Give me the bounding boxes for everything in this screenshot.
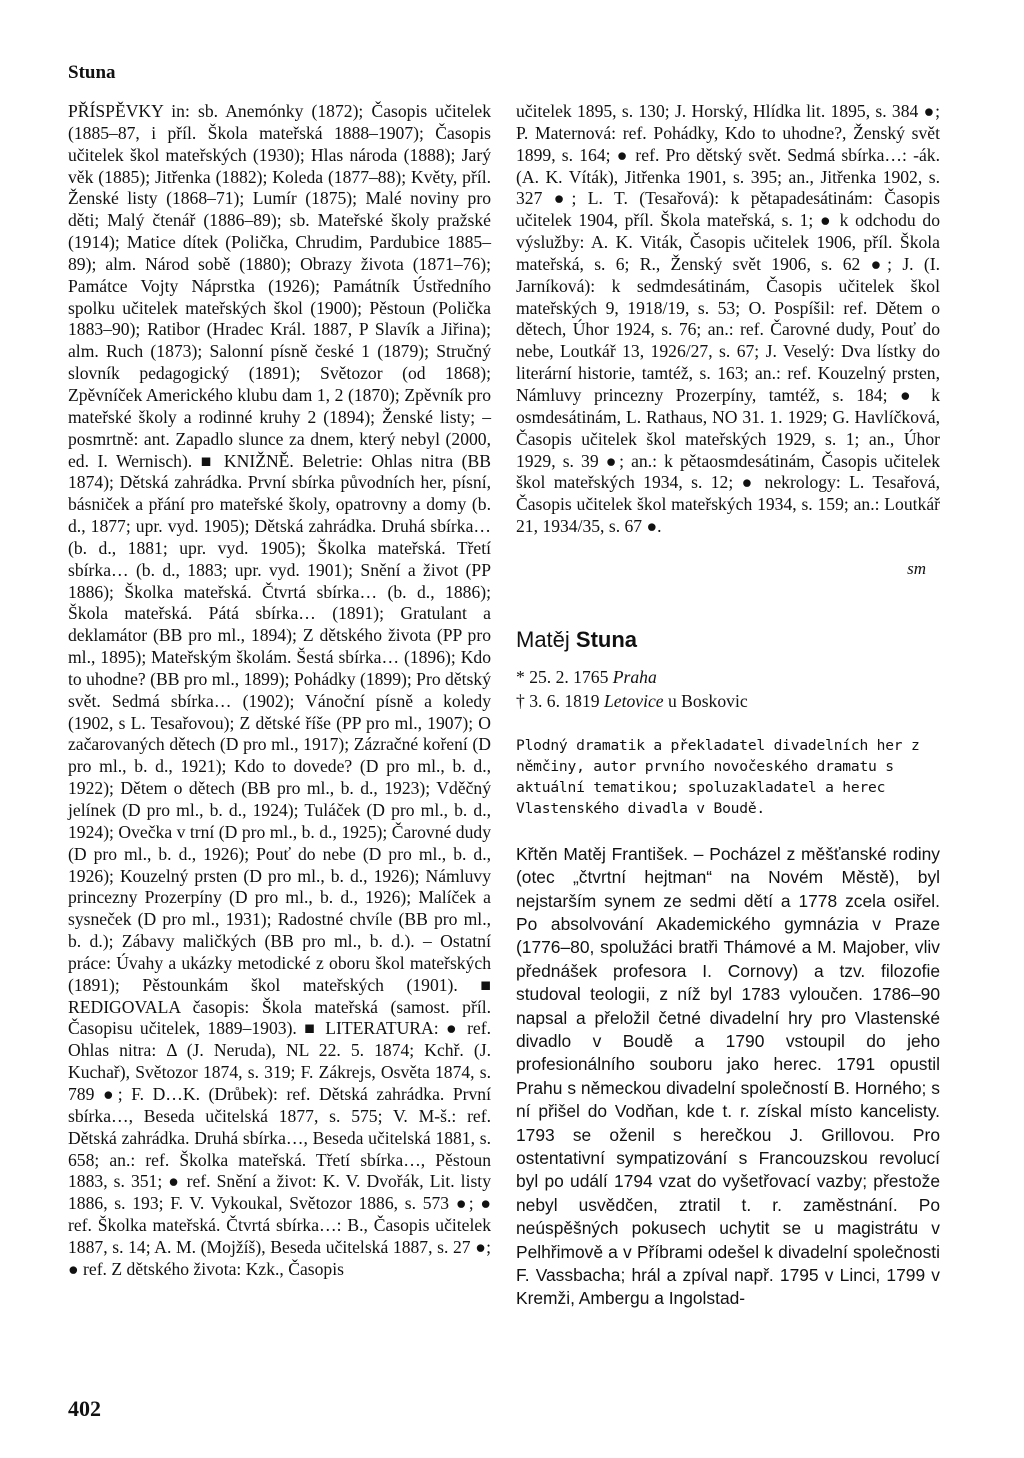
death-line [516,689,940,713]
birth-place: Praha [612,666,657,687]
entry-heading [516,625,940,655]
birth-line [516,665,940,689]
entry-first-name: Matěj [516,626,570,652]
running-head: Stuna [68,62,116,83]
left-column [68,101,491,1281]
bibliography-text: PŘÍSPĚVKY in: sb. Anemónky (1872); Časopis učitelek (1885–87, i příl. Škola mateřská 1888–1907); Časopis učitelek škol mateřských (1930); Hlas národa (1888); Jarý věk (1885); Jitřenka (1882); Koleda (1877–88); Květy, příl. Ženské listy (1868–71); Lumír (1875); Malé noviny pro děti; Malý čtenář (1886–89); sb. Mateřské školy pražské (1914); Matice dítek (Polička, Chrudim, Pardubice 1885–89); alm. Národ sobě (1880); Obrazy života (1871–76); Památce Vojty Náprstka (1926); Památník Ústředního spolku učitelek mateřských škol (1900); Pěstoun (Polička 1883–90); Ratibor (Hradec Král. 1887, P Slavík a Jiřina); alm. Ruch (1873); Salonní písně české 1 (1879); Stručný slovník pedagogický (1891); Světozor (od 1868); Zpěvníček Amerického klubu dam 1, 2 (1870); Zpěvník pro mateřské školy a rodinné kruhy 2 (1894); Ženské listy; – posmrtně: ant. Zapadlo slunce za dnem, který nebyl (2000, ed. I. Wernisch). ■ KNIŽNĚ. Beletrie: Ohlas nitra (BB 1874); Dětská zahrádka. První sbírka původních her, písní, básniček a přání pro mateřské školy, opatrovny a domy (b. d., 1877; upr. vyd. 1905); Dětská zahrádka. Druhá sbírka… (b. d., 1881; upr. vyd. 1905); Školka mateřská. Třetí sbírka… (b. d., 1883; upr. vyd. 1901); Snění a život (PP 1886); Školka mateřská. Čtvrtá sbírka… (b. d., 1886); Škola mateřská. Pátá sbírka… (1891); Gratulant a deklamátor (BB pro ml., 1894); Z dětského života (PP pro ml., 1895); Mateřským školám. Šestá sbírka… (1896); Kdo to uhodne? (BB pro ml., 1899); Pohádky (1899); Pro dětský svět. Sedmá sbírka… (1902); Vánoční písně a koledy (1902, s L. Tesařovou); Z dětské říše (PP pro ml., 1907); O začarovaných dětech (D pro ml., 1917); Zázračné koření (D pro ml., b. d., 1921); Kdo to dovede? (D pro ml., b. d., 1922); Dětem o dětech (BB pro ml., b. d., 1923); Vděčný jelínek (D pro ml., b. d., 1924); Tuláček (D pro ml., b. d., 1924); Ovečka v trní (D pro ml., b. d., 1925); Čarovné dudy (D pro ml., b. d., 1926); Pouť do nebe (D pro ml., b. d., 1926); Kouzelný prsten (D pro ml., b. d., 1926); Námluvy princezny Prozerpíny (D pro ml., b. d., 1926); Malíček a sysneček (D pro ml., 1931); Radostné chvíle (BB pro ml., b. d.); Zábavy maličkých (BB pro ml., b. d.). – Ostatní práce: Úvahy a ukázky metodické z oboru škol mateřských (1891); Pěstounkám škol mateřských (1901). ■ REDIGOVALA časopis: Škola mateřská (samost. příl. Časopisu učitelek, 1889–1903). ■ LITERATURA: ● ref. Ohlas nitra: Δ (J. Neruda), NL 22. 5. 1874; Kchř. (J. Kuchař), Světozor 1874, s. 319; F. Zákrejs, Osvěta 1874, s. 789 ●; F. D…K. (Drůbek): ref. Dětská zahrádka. První sbírka…, Beseda učitelská 1877, s. 575; V. M-š.: ref. Dětská zahrádka. Druhá sbírka…, Beseda učitelská 1881, s. 658; an.: ref. Školka mateřská. Třetí sbírka…, Pěstoun 1883, s. 351; ● ref. Snění a život: K. V. Dvořák, Lit. listy 1886, s. 193; F. V. Vykoukal, Světozor 1886, s. 573 ●; ● ref. Školka mateřská. Čtvrtá sbírka…: B., Časopis učitelek 1887, s. 14; A. M. (Mojžíš), Beseda učitelská 1887, s. 27 ●; ● ref. Z dětského života: Kzk., Časopis [68,101,491,1279]
birth-date: * 25. 2. 1765 [516,666,609,687]
life-dates [516,665,940,713]
page-number: 402 [68,1396,101,1421]
entry-summary: Plodný dramatik a překladatel divadelních her z němčiny, autor prvního novočeského dramatu s aktuální tematikou; spoluzakladatel a herec Vlastenského divadla v Boudě. [516,736,920,817]
right-column [516,101,940,1311]
author-signature: sm [907,558,926,578]
death-date: † 3. 6. 1819 [516,690,600,711]
death-region: u Boskovic [667,690,748,711]
entry-biography: Křtěn Matěj František. – Pocházel z měšťanské rodiny (otec „čtvrtní hejtman“ na Novém Městě), byl nejstarším synem ze sedmi dětí a 1778 zcela osiřel. Po absolvování Akademického gymnázia v Praze (1776–80, spolužáci bratři Thámové a M. Majober, vliv přednášek profesora I. Cornovy) a tzv. filozofie studoval teologii, z níž byl 1783 vyloučen. 1786–90 napsal a přeložil četné divadelní hry pro Vlastenské divadlo v Boudě a 1790 vstoupil do jeho profesionálního souboru jako herec. 1791 opustil Prahu s německou divadelní společností B. Horného; s ní přišel do Vodňan, kde t. r. získal místo kancelisty. 1793 se oženil s herečkou J. Grillovou. Pro ostentativní sympatizování s Francouzskou revolucí byl po událí 1794 vzat do vyšetřovací vazby; přestože nebyl usvědčen, ztratil t. r. zaměstnání. Po neúspěšných pokusech uchytit se u magistrátu v Pelhřimově a v Příbrami odešel k divadelní společnosti F. Vassbacha; hrál a zpíval např. 1795 v Linci, 1799 v Kremži, Ambergu a Ingolstad- [516,843,940,1309]
death-place: Letovice [603,690,664,711]
entry-surname: Stuna [575,626,638,652]
literature-text: učitelek 1895, s. 130; J. Horský, Hlídka lit. 1895, s. 384 ●; P. Maternová: ref. Pohádky, Kdo to uhodne?, Ženský svět 1899, s. 164; ● ref. Pro dětský svět. Sedmá sbírka…: -ák.(A. K. Víták), Jitřenka 1901, s. 395; an., Jitřenka 1902, s. 327 ●; L. T. (Tesařová): k pětapadesátinám: Časopis učitelek 1904, příl. Škola mateřská, s. 1; ● k odchodu do výslužby: A. K. Viták, Časopis učitelek 1906, příl. Škola mateřská, s. 6; R., Ženský svět 1906, s. 62 ●; J. (I. Jarníková): k sedmdesátinám, Časopis učitelek škol mateřských 9, 1918/19, s. 53; O. Pospíšil: ref. Dětem o dětech, Úhor 1924, s. 76; an.: ref. Čarovné dudy, Pouť do nebe, Loutkář 13, 1926/27, s. 67; J. Veselý: Dva lístky do literární historie, tamtéž, s. 163; an.: ref. Kouzelný prsten, Námluvy princezny Prozerpíny, tamtéž, s. 184; ● k osmdesátinám, L. Rathaus, NO 31. 1. 1929; G. Havlíčková, Časopis učitelek škol mateřských 1929, s. 1; an., Úhor 1929, s. 39 ●; an.: k pětaosmdesátinám, Časopis učitelek škol mateřských 1934, s. 12; ● nekrology: L. Tesařová, Časopis učitelek škol mateřských 1934, s. 159; an.: Loutkář 21, 1934/35, s. 67 ●. [516,101,940,537]
